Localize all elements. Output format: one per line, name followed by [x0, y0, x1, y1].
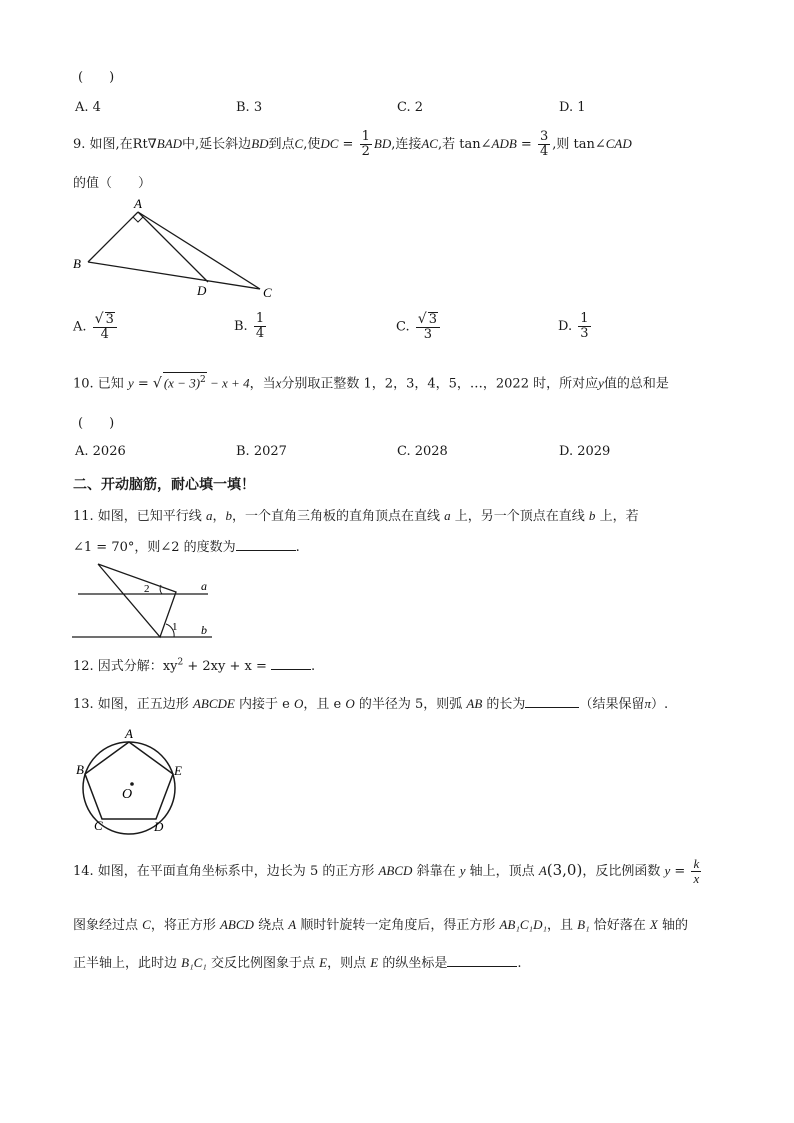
- q9-segment-ba: [88, 212, 138, 262]
- q9-option-a: A. $\frac{√ 3}{4}$: [73, 312, 119, 342]
- q11-figure: [68, 558, 228, 648]
- q9-stem-line2: 的值（ ）: [73, 176, 152, 191]
- q13-center-point: [130, 782, 134, 786]
- q8-paren: ( ): [78, 70, 115, 85]
- q10-option-a: A. 2026: [75, 444, 126, 459]
- q13-label-c: C: [94, 818, 103, 833]
- q9-option-d: D. $\frac{1}{3}$: [558, 311, 589, 341]
- q9-figure: [68, 195, 288, 305]
- q14-stem-line2: 图象经过点 C，将正方形 ABCD 绕点 A 顺时针旋转一定角度后，得正方形 AB₁C₁D₁，且 B₁ 恰好落在 X 轴的: [73, 917, 689, 933]
- q13-label-e: E: [174, 763, 182, 778]
- q13-answer-blank[interactable]: [525, 695, 579, 708]
- section-heading: 二、开动脑筋，耐心填一填！: [73, 477, 255, 493]
- q9-label-d: D: [197, 283, 207, 298]
- q11-stem-line2: ∠1 = 70°，则∠2 的度数为 .: [73, 540, 300, 555]
- q9-stem: 9. 如图,在Rt∇BAD中,延长斜边BD到点C,使DC = $\frac{1}{2}$ BD,连接AC,若 tan∠ADB = $\frac{3}{4}$ ,则 tan∠CAD: [73, 129, 632, 159]
- q10-option-b: B. 2027: [236, 444, 287, 459]
- q9-segment-bc: [88, 262, 260, 289]
- q13-stem: 13. 如图，正五边形 ABCDE 内接于 e O，且 e O 的半径为 5，则弧 AB 的长为 （结果保留π）.: [73, 696, 669, 712]
- q11-label-2: 2: [144, 583, 150, 595]
- q14-stem-line3: 正半轴上，此时边 B₁C₁ 交反比例图象于点 E，则点 E 的纵坐标是 .: [73, 955, 522, 971]
- q11-label-1: 1: [172, 621, 178, 633]
- q14-answer-blank[interactable]: [447, 954, 517, 967]
- q9-label-a: A: [134, 196, 142, 211]
- q8-option-a: A. 4: [75, 100, 101, 115]
- q10-stem: 10. 已知 y = √ $(x - 3)^2 - x + 4$，当x分别取正整数 1，2，3，4，5，…，2022 时，所对应y值的总和是: [73, 372, 669, 395]
- q11-label-b: b: [201, 623, 207, 637]
- q9-label-c: C: [263, 285, 272, 300]
- q11-label-a: a: [201, 579, 207, 593]
- q14-stem: 14. 如图，在平面直角坐标系中，边长为 5 的正方形 ABCD 斜靠在 y 轴上，顶点 A(3,0)，反比例函数 y = $\frac{k}{x}$: [73, 856, 700, 886]
- q10-paren: ( ): [78, 416, 115, 431]
- q8-option-d: D. 1: [559, 100, 586, 115]
- q10-option-c: C. 2028: [397, 444, 448, 459]
- q13-figure: [70, 722, 200, 837]
- q13-label-a: A: [125, 726, 133, 741]
- q12-answer-blank[interactable]: [271, 657, 311, 670]
- q9-right-angle-mark: [133, 217, 143, 222]
- q11-answer-blank[interactable]: [236, 538, 296, 551]
- q8-option-b: B. 3: [236, 100, 263, 115]
- q9-option-c: C. $\frac{√ 3}{3}$: [396, 312, 442, 342]
- q11-stem: 11. 如图，已知平行线 a，b，一个直角三角板的直角顶点在直线 a 上，另一个顶点在直线 b 上，若: [73, 508, 639, 524]
- q9-segment-ac: [138, 212, 260, 289]
- q13-label-o: O: [122, 787, 133, 802]
- q8-option-c: C. 2: [397, 100, 424, 115]
- q13-label-d: D: [154, 819, 164, 834]
- q9-option-b: B. $\frac{1}{4}$: [234, 311, 265, 341]
- q13-label-b: B: [76, 762, 84, 777]
- q11-triangle: [98, 564, 176, 637]
- q9-label-b: B: [73, 256, 81, 271]
- q12-stem: 12. 因式分解：$xy^2 + 2xy + x$ = .: [73, 657, 316, 674]
- q10-option-d: D. 2029: [559, 444, 611, 459]
